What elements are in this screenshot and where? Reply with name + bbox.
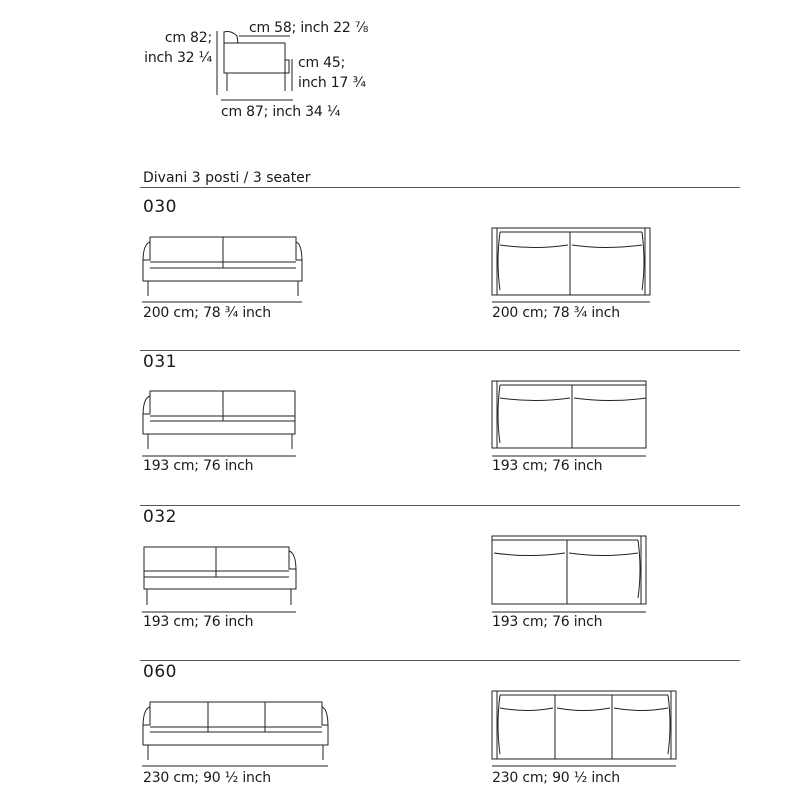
model-060-front-drawing bbox=[142, 702, 328, 766]
model-031-top-drawing bbox=[492, 381, 646, 456]
model-030-front-drawing bbox=[142, 237, 302, 302]
model-front-dimension: 193 cm; 76 inch bbox=[143, 614, 254, 630]
model-060-top-drawing bbox=[492, 691, 676, 766]
model-032-top-drawing bbox=[492, 536, 646, 612]
seat-height-inch-label: inch 17 ¾ bbox=[298, 75, 366, 91]
model-front-dimension: 230 cm; 90 ½ inch bbox=[143, 770, 271, 786]
height-inch-label: inch 32 ¼ bbox=[144, 50, 212, 66]
model-code: 060 bbox=[143, 662, 177, 682]
section-title: Divani 3 posti / 3 seater bbox=[143, 170, 311, 186]
model-divider bbox=[140, 505, 740, 506]
model-030-top-drawing bbox=[492, 228, 650, 302]
model-top-dimension: 230 cm; 90 ½ inch bbox=[492, 770, 620, 786]
model-divider bbox=[140, 660, 740, 661]
model-front-dimension: 193 cm; 76 inch bbox=[143, 458, 254, 474]
model-031-front-drawing bbox=[142, 391, 296, 456]
model-front-dimension: 200 cm; 78 ¾ inch bbox=[143, 305, 271, 321]
model-top-dimension: 200 cm; 78 ¾ inch bbox=[492, 305, 620, 321]
seat-depth-label: cm 58; inch 22 ⅞ bbox=[249, 20, 369, 36]
seat-height-cm-label: cm 45; bbox=[298, 55, 346, 71]
model-top-dimension: 193 cm; 76 inch bbox=[492, 614, 603, 630]
model-code: 032 bbox=[143, 507, 177, 527]
section-divider bbox=[140, 187, 740, 188]
model-code: 030 bbox=[143, 197, 177, 217]
model-divider bbox=[140, 350, 740, 351]
total-depth-label: cm 87; inch 34 ¼ bbox=[221, 104, 341, 120]
model-top-dimension: 193 cm; 76 inch bbox=[492, 458, 603, 474]
model-code: 031 bbox=[143, 352, 177, 372]
side-profile-drawing bbox=[217, 31, 293, 100]
height-cm-label: cm 82; bbox=[164, 30, 212, 46]
model-032-front-drawing bbox=[142, 547, 296, 612]
